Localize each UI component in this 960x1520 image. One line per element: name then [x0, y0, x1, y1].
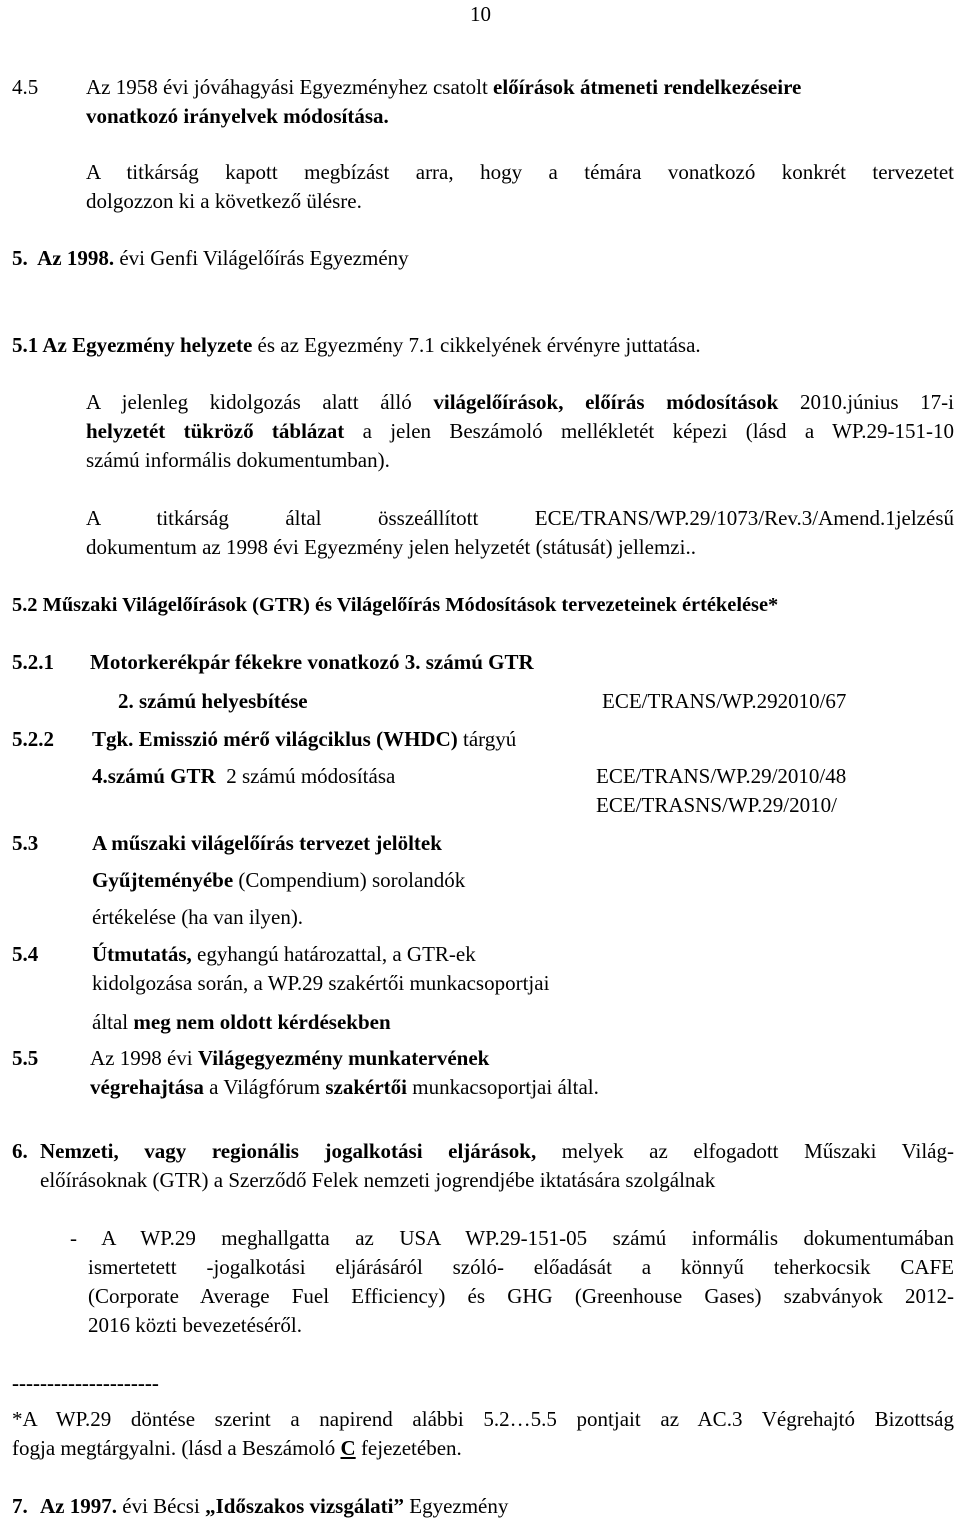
footnote-line-2-end: fejezetében. — [355, 1436, 462, 1460]
section-5-1-paragraph-line-3: számú informális dokumentumban). — [86, 448, 390, 472]
item-5-2-2-title — [92, 727, 516, 751]
section-6-number: 6. — [12, 1139, 28, 1163]
item-5-4-line-3-text: által — [92, 1010, 134, 1034]
section-7-number: 7. — [12, 1494, 28, 1518]
section-5-1-paragraph-line-1 — [86, 390, 954, 414]
footnote-chapter-ref: C — [340, 1436, 356, 1460]
section-4-5-title-line-1 — [86, 75, 801, 99]
item-5-2-2-subtitle-bold: 4.számú GTR — [92, 764, 216, 788]
section-5-1-p1-date: 2010.június 17-i — [799, 390, 955, 414]
section-5-1-p1-text: A jelenleg kidolgozás alatt álló — [86, 390, 434, 414]
item-5-2-1-number: 5.2.1 — [12, 650, 54, 674]
item-5-5-line-2-text-2: munkacsoportjai által. — [406, 1075, 599, 1099]
item-5-2-2-reference-1: ECE/TRANS/WP.29/2010/48 — [596, 764, 847, 788]
item-5-2-1-subtitle: 2. számú helyesbítése — [118, 689, 308, 713]
item-5-2-1-title: Motorkerékpár fékekre vonatkozó 3. számú GTR — [90, 650, 534, 674]
section-5-heading-text: évi Genfi Világelőírás Egyezmény — [119, 246, 409, 270]
item-5-3-number: 5.3 — [12, 831, 39, 855]
item-5-2-2-subtitle-text: 2 számú módosítása — [215, 764, 396, 788]
section-5-1-paragraph-line-2 — [86, 419, 954, 443]
section-5-1-paragraph-line-5: dokumentum az 1998 évi Egyezmény jelen helyzetét (státusát) jellemzi.. — [86, 535, 696, 559]
section-5-1-p2-bold: helyzetét tükröző táblázat — [86, 419, 345, 443]
footnote-rule: --------------------- — [12, 1371, 159, 1395]
section-6-bullet-line-1: - A WP.29 meghallgatta az USA WP.29-151-05 számú informális dokumentumában — [70, 1226, 954, 1250]
section-7-heading-bold-2: „Időszakos vizsgálati” — [205, 1494, 404, 1518]
item-5-3-line-2 — [92, 868, 465, 892]
section-5-1-paragraph-line-4: A titkárság által összeállított ECE/TRANS/WP.29/1073/Rev.3/Amend.1jelzésű — [86, 506, 954, 530]
item-5-2-1-reference: ECE/TRANS/WP.292010/67 — [602, 689, 847, 713]
item-5-2-2-title-bold: Tgk. Emisszió mérő világciklus (WHDC) — [92, 727, 458, 751]
section-5-heading-bold: 5. Az 1998. — [12, 246, 120, 270]
section-7-heading-text-1: évi Bécsi — [117, 1494, 206, 1518]
section-4-5-paragraph-line-2: dolgozzon ki a következő ülésre. — [86, 189, 362, 213]
section-4-5-title-line-2: vonatkozó irányelvek módosítása. — [86, 104, 389, 128]
item-5-5-line-2-bold-2: szakértői — [325, 1075, 407, 1099]
item-5-3-line-2-text: (Compendium) sorolandók — [233, 868, 466, 892]
section-5-1-heading-text: és az Egyezmény 7.1 cikkelyének érvényre juttatása. — [252, 333, 701, 357]
section-5-2-heading: 5.2 Műszaki Világelőírások (GTR) és Világelőírás Módosítások tervezeteinek értékelése* — [12, 594, 779, 616]
item-5-4-line-1-text: egyhangú határozattal, a GTR-ek — [191, 942, 476, 966]
item-5-4-line-3 — [92, 1010, 391, 1034]
item-5-5-line-1 — [90, 1046, 489, 1070]
item-5-5-line-2-text-1: a Világfórum — [203, 1075, 326, 1099]
item-5-5-number: 5.5 — [12, 1046, 39, 1070]
item-5-5-line-2 — [90, 1075, 599, 1099]
section-4-5-paragraph-line-1: A titkárság kapott megbízást arra, hogy a témára vonatkozó konkrét tervezetet — [86, 160, 954, 184]
section-6-bullet-line-4: 2016 közti bevezetéséről. — [88, 1313, 302, 1337]
item-5-2-2-number: 5.2.2 — [12, 727, 54, 751]
item-5-4-line-1 — [92, 942, 476, 966]
section-6-bullet-line-2: ismertetett -jogalkotási eljárásáról szóló- előadását a könnyű teherkocsik CAFE — [88, 1255, 954, 1279]
section-7-heading — [40, 1494, 508, 1518]
footnote-line-2 — [12, 1436, 462, 1460]
page-number: 10 — [470, 2, 491, 26]
item-5-2-2-title-text: tárgyú — [457, 727, 517, 751]
item-5-2-2-reference-2: ECE/TRASNS/WP.29/2010/ — [596, 793, 837, 817]
section-5-1-heading — [12, 333, 701, 357]
section-5-1-p2-text: a jelen Beszámoló mellékletét képezi (lásd a WP.29-151-10 — [362, 419, 955, 443]
item-5-5-line-2-bold-1: végrehajtása — [90, 1075, 204, 1099]
section-5-1-p1-bold: világelőírások, előírás módosítások — [433, 390, 779, 414]
section-6-line-2: előírásoknak (GTR) a Szerződő Felek nemzeti jogrendjébe iktatására szolgálnak — [40, 1168, 716, 1192]
item-5-3-line-1: A műszaki világelőírás tervezet jelöltek — [92, 831, 442, 855]
section-6-bullet-line-3: (Corporate Average Fuel Efficiency) és GHG (Greenhouse Gases) szabványok 2012- — [88, 1284, 954, 1308]
section-7-heading-text-2: Egyezmény — [404, 1494, 509, 1518]
footnote-line-1: *A WP.29 döntése szerint a napirend alábbi 5.2…5.5 pontjait az AC.3 Végrehajtó Bizottság — [12, 1407, 954, 1431]
section-6-line-1-text: melyek az elfogadott Műszaki Világ- — [561, 1139, 954, 1163]
section-5-1-heading-bold: 5.1 Az Egyezmény helyzete — [12, 333, 253, 357]
item-5-2-2-subtitle — [92, 764, 395, 788]
item-5-3-line-3: értékelése (ha van ilyen). — [92, 905, 304, 929]
section-7-heading-bold-1: Az 1997. — [40, 1494, 117, 1518]
section-4-5-title-text: Az 1958 évi jóváhagyási Egyezményhez csatolt — [86, 75, 494, 99]
item-5-4-line-3-bold: meg nem oldott kérdésekben — [133, 1010, 391, 1034]
item-5-4-line-1-bold: Útmutatás, — [92, 942, 192, 966]
item-5-5-line-1-bold: Világegyezmény munkatervének — [197, 1046, 490, 1070]
footnote-line-2-text: fogja megtárgyalni. (lásd a Beszámoló — [12, 1436, 341, 1460]
section-4-5-title-bold: előírások átmeneti rendelkezéseire — [493, 75, 802, 99]
item-5-4-line-2: kidolgozása során, a WP.29 szakértői munkacsoportjai — [92, 971, 550, 995]
section-6-line-1 — [40, 1139, 954, 1163]
section-6-line-1-bold: Nemzeti, vagy regionális jogalkotási eljárások, — [40, 1139, 537, 1163]
section-5-heading — [12, 246, 409, 270]
section-4-5-number: 4.5 — [12, 75, 39, 99]
item-5-5-line-1-text: Az 1998 évi — [90, 1046, 198, 1070]
item-5-3-line-2-bold: Gyűjteményébe — [92, 868, 234, 892]
item-5-4-number: 5.4 — [12, 942, 39, 966]
